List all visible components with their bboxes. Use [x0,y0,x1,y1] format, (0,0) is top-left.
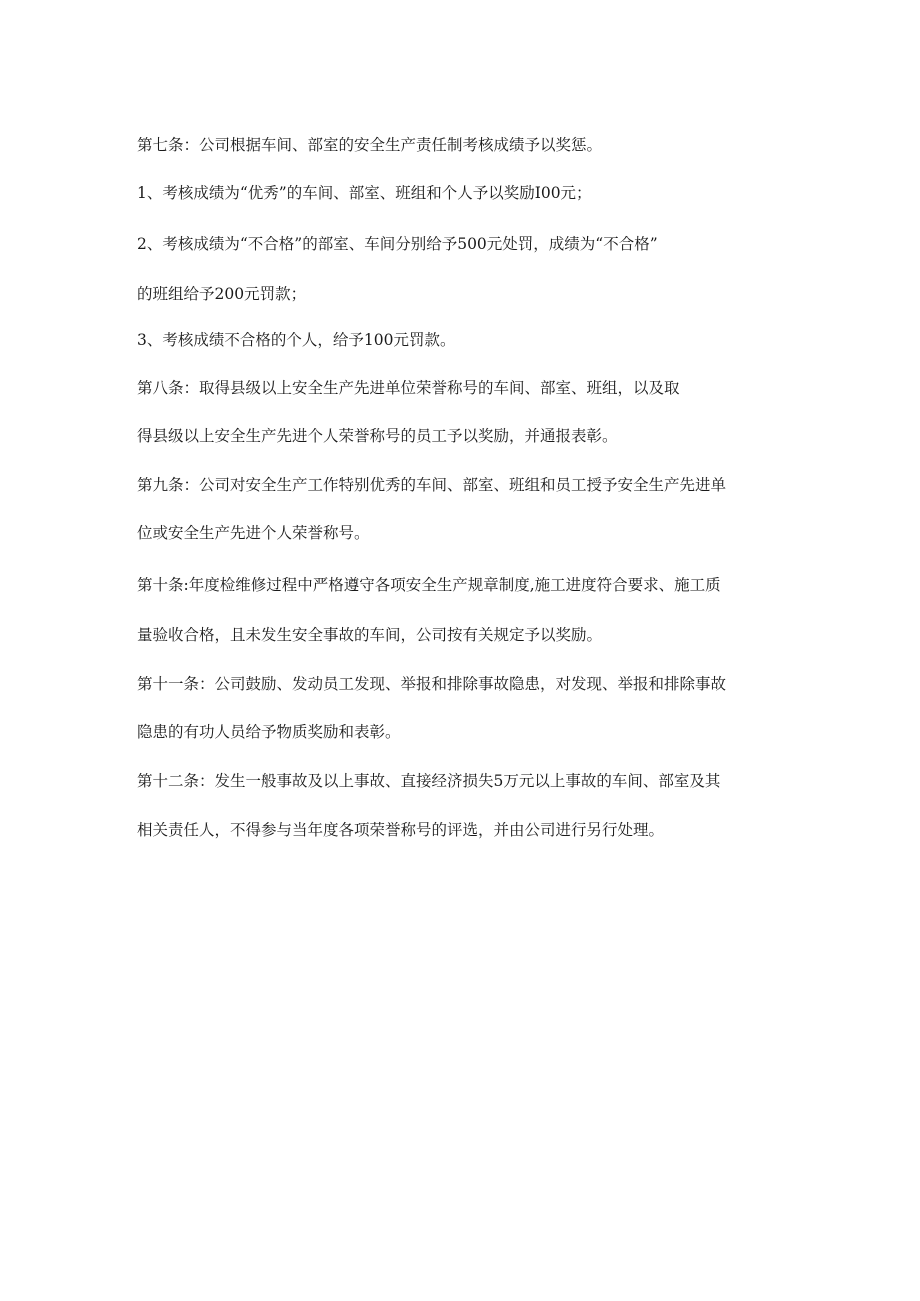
article-8-line-2: 得县级以上安全生产先进个人荣誉称号的员工予以奖励，并通报表彰。 [137,427,618,445]
article-7-line: 第七条：公司根据车间、部室的安全生产责任制考核成绩予以奖惩。 [137,136,603,154]
article-12-line-2: 相关责任人，不得参与当年度各项荣誉称号的评选，并由公司进行另行处理。 [137,821,665,839]
article-9-line-2: 位或安全生产先进个人荣誉称号。 [137,524,370,542]
article-7-item-3-line: 3、考核成绩不合格的个人，给予100元罚款。 [137,331,456,349]
article-7-item-2-line-2: 的班组给予200元罚款； [137,285,307,303]
article-10-line-1: 第十条:年度检维修过程中严格遵守各项安全生产规章制度,施工进度符合要求、施工质 [137,576,721,594]
article-12-line-1: 第十二条：发生一般事故及以上事故、直接经济损失5万元以上事故的车间、部室及其 [137,772,721,790]
article-8-line-1: 第八条：取得县级以上安全生产先进单位荣誉称号的车间、部室、班组，以及取 [137,379,680,397]
article-9-line-1: 第九条：公司对安全生产工作特别优秀的车间、部室、班组和员工授予安全生产先进单 [137,476,727,494]
article-7-item-2-line-1: 2、考核成绩为“不合格”的部室、车间分别给予500元处罚，成绩为“不合格” [137,235,658,253]
article-11-line-2: 隐患的有功人员给予物质奖励和表彰。 [137,723,401,741]
article-10-line-2: 量验收合格，且未发生安全事故的车间，公司按有关规定予以奖励。 [137,626,603,644]
article-11-line-1: 第十一条：公司鼓励、发动员工发现、举报和排除事故隐患，对发现、举报和排除事故 [137,675,727,693]
article-7-item-1-line: 1、考核成绩为“优秀”的车间、部室、班组和个人予以奖励I00元； [137,184,592,202]
